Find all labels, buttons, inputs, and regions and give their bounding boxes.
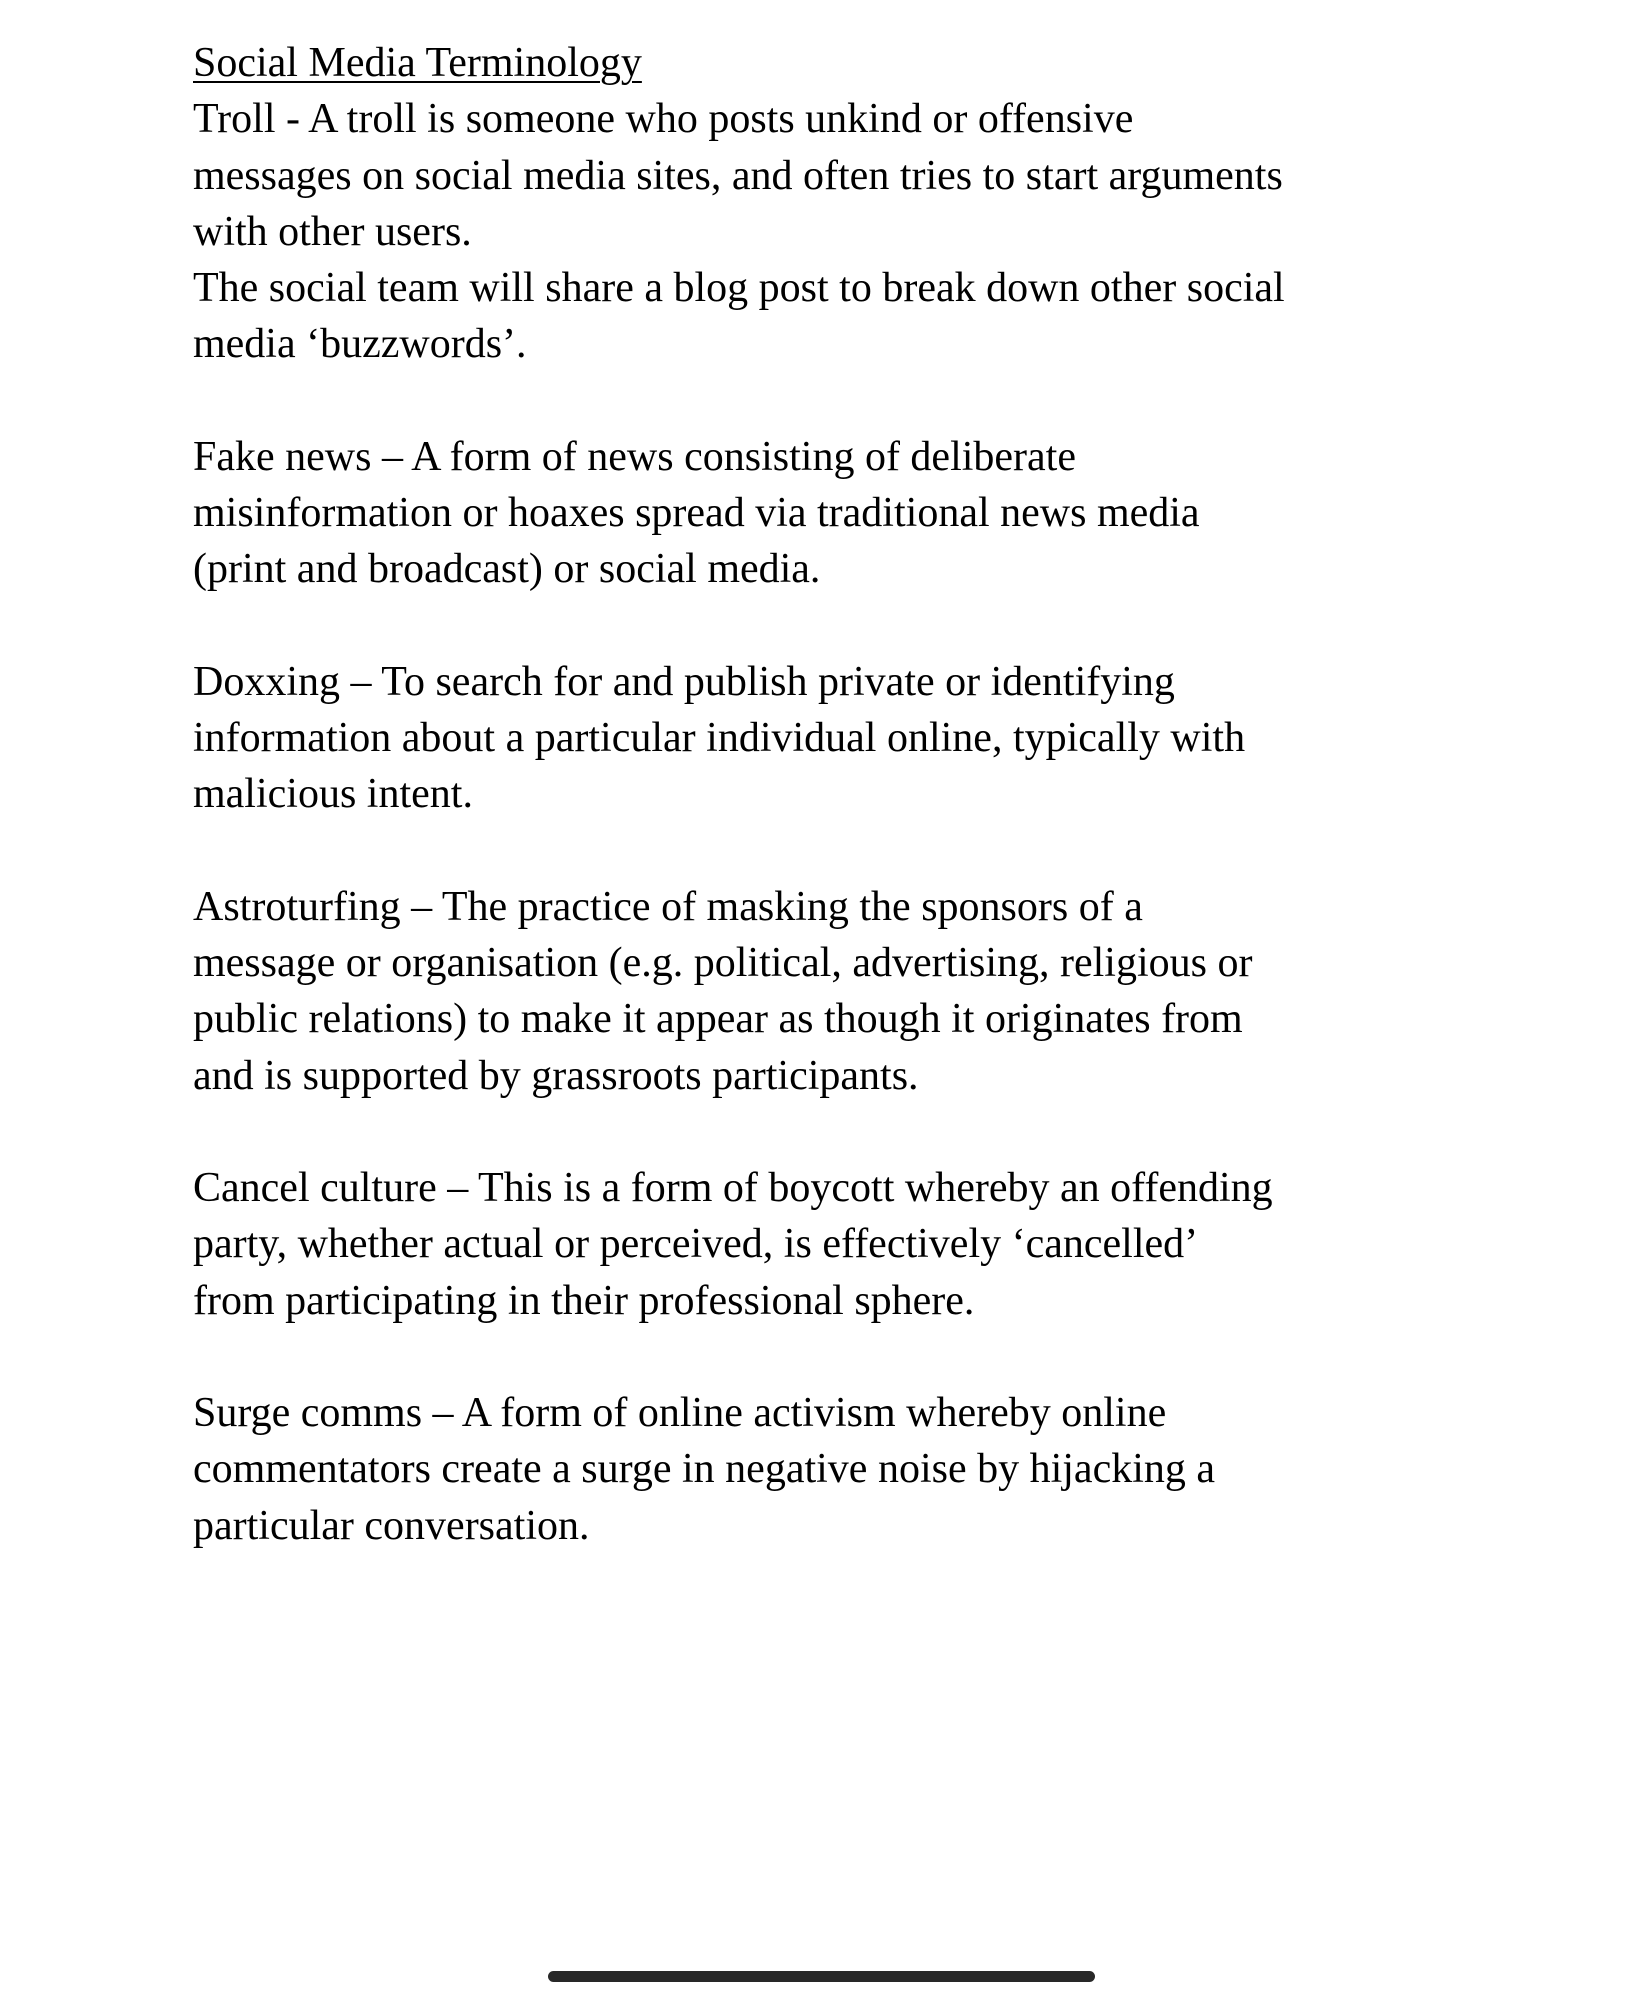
text-line: media ‘buzzwords’. <box>193 321 527 368</box>
paragraph-spacer <box>193 823 1593 879</box>
home-indicator-bar[interactable] <box>548 1971 1095 1982</box>
text-line: message or organisation (e.g. political, advertising, religious or <box>193 940 1253 986</box>
text-line: messages on social media sites, and often tries to start arguments <box>193 152 1283 199</box>
text-line: information about a particular individual online, typically with <box>193 715 1246 761</box>
text-line: (print and broadcast) or social media. <box>193 546 821 593</box>
text-line: Troll - A troll is someone who posts unkind or offensive <box>193 96 1134 143</box>
text-line: public relations) to make it appear as though it originates from <box>193 996 1243 1043</box>
text-line: malicious intent. <box>193 771 473 818</box>
text-line: misinformation or hoaxes spread via traditional news media <box>193 490 1200 536</box>
troll-paragraph <box>193 91 1593 372</box>
text-line: commentators create a surge in negative noise by hijacking a <box>193 1446 1216 1493</box>
term-surge-comms <box>193 1385 1593 1554</box>
term-doxxing <box>193 654 1593 823</box>
text-line: from participating in their professional sphere. <box>193 1277 975 1324</box>
text-line: Fake news – A form of news consisting of deliberate <box>193 433 1076 480</box>
paragraph-spacer <box>193 373 1593 429</box>
text-line: with other users. <box>193 208 472 255</box>
paragraph-spacer <box>193 1104 1593 1160</box>
text-line: Surge comms – A form of online activism whereby online <box>193 1390 1167 1436</box>
document-body <box>193 35 1593 1554</box>
term-astroturfing <box>193 879 1593 1104</box>
text-line: party, whether actual or perceived, is effectively ‘cancelled’ <box>193 1221 1199 1268</box>
text-line: particular conversation. <box>193 1502 590 1549</box>
text-line: Doxxing – To search for and publish private or identifying <box>193 658 1175 705</box>
text-line: Cancel culture – This is a form of boycott whereby an offending <box>193 1165 1273 1211</box>
text-line: and is supported by grassroots participants. <box>193 1052 919 1099</box>
document-title: Social Media Terminology <box>193 40 642 86</box>
term-fake-news <box>193 429 1593 598</box>
paragraph-spacer <box>193 1329 1593 1385</box>
term-cancel-culture <box>193 1160 1593 1329</box>
text-line: Astroturfing – The practice of masking the sponsors of a <box>193 883 1143 930</box>
text-line: The social team will share a blog post to break down other social <box>193 265 1285 311</box>
paragraph-spacer <box>193 598 1593 654</box>
